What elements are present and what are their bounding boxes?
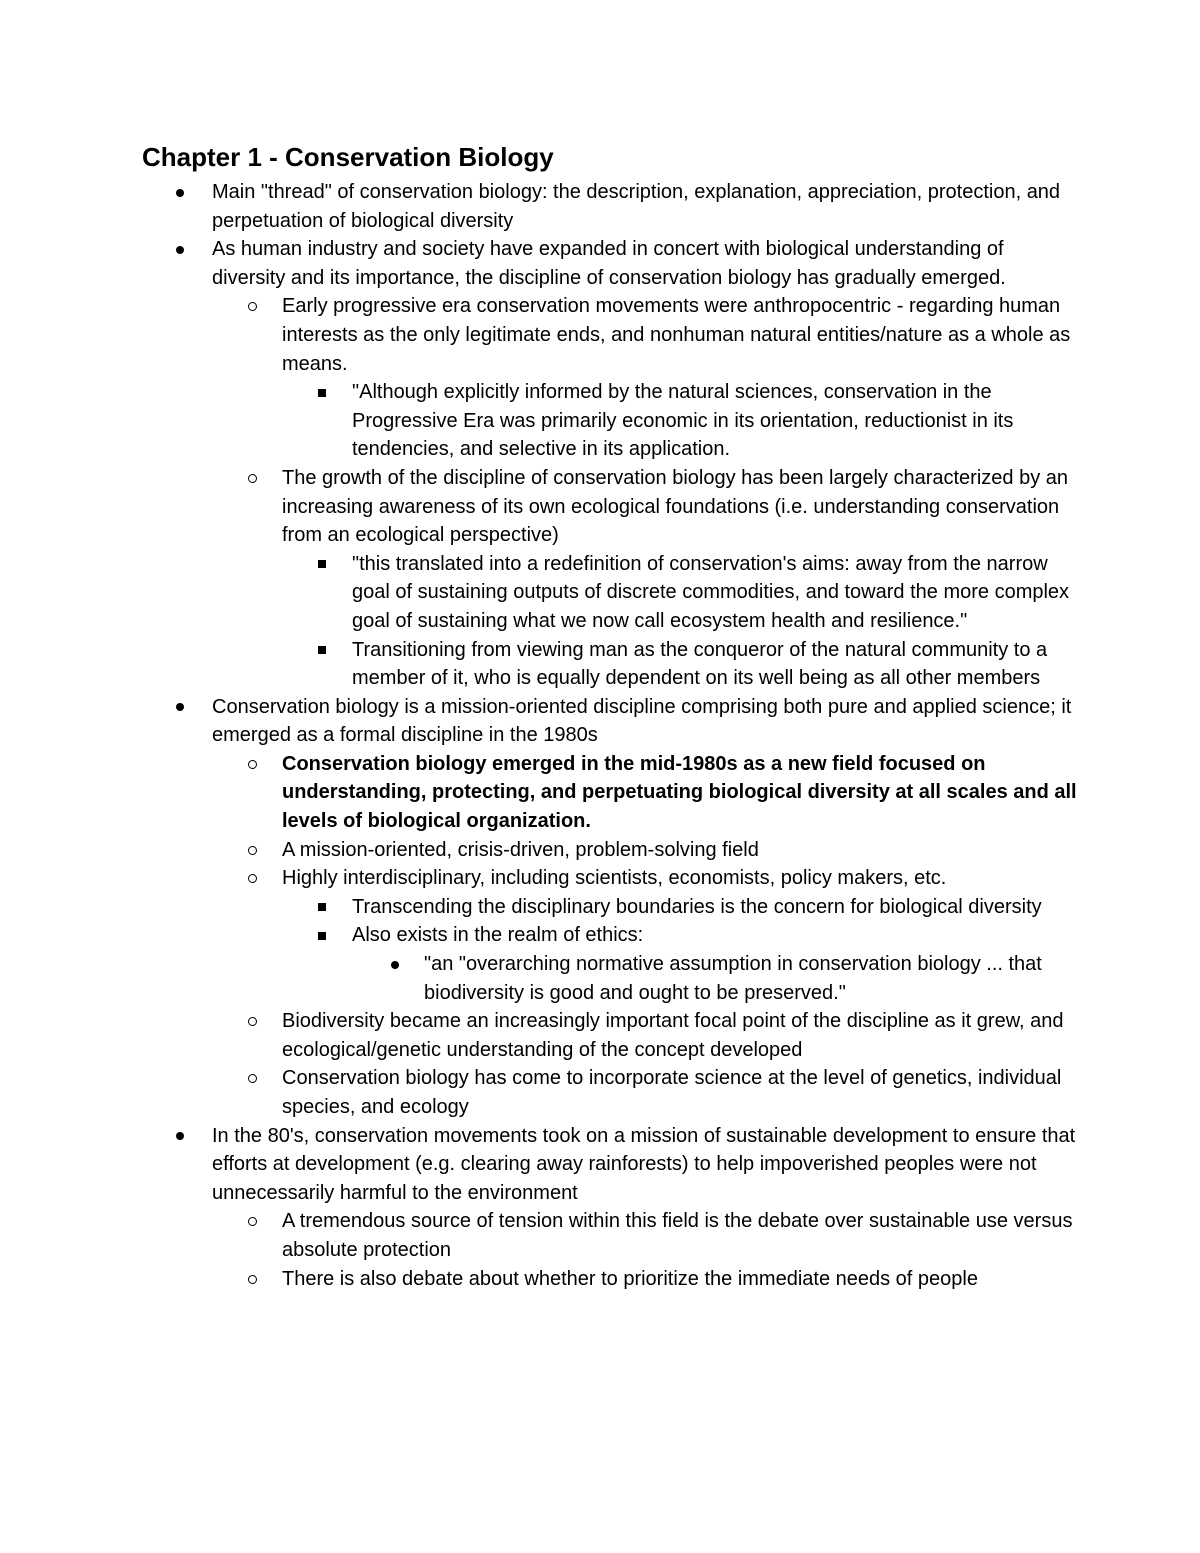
square-bullet-icon bbox=[312, 893, 332, 922]
outline-list bbox=[142, 178, 1082, 1293]
list-item-text: There is also debate about whether to prioritize the immediate needs of people bbox=[282, 1267, 978, 1290]
circle-bullet-icon bbox=[242, 1207, 262, 1236]
list-item-text: Early progressive era conservation movements were anthropocentric - regarding human interests as the only legitimate ends, and nonhuman natural entities/nature as a whole as means. bbox=[282, 295, 1071, 375]
circle-bullet-icon bbox=[242, 750, 262, 779]
circle-bullet-icon bbox=[242, 1007, 262, 1036]
list-item bbox=[142, 1207, 1082, 1264]
list-item-text: A mission-oriented, crisis-driven, problem-solving field bbox=[282, 838, 759, 861]
list-item-text: As human industry and society have expanded in concert with biological understanding of diversity and its importance, the discipline of conservation biology has gradually emerged. bbox=[212, 238, 1006, 289]
disc-bullet-icon bbox=[170, 178, 190, 207]
list-item bbox=[142, 1122, 1082, 1208]
list-item bbox=[142, 1007, 1082, 1064]
list-item bbox=[142, 750, 1082, 836]
circle-bullet-icon bbox=[242, 864, 262, 893]
list-item-text: Transitioning from viewing man as the conqueror of the natural community to a member of it, who is equally dependent on its well being as all other members bbox=[352, 638, 1048, 690]
circle-bullet-icon bbox=[242, 1064, 262, 1093]
list-item-text: A tremendous source of tension within this field is the debate over sustainable use versus absolute protection bbox=[282, 1210, 1073, 1261]
circle-bullet-icon bbox=[242, 292, 262, 321]
square-bullet-icon bbox=[312, 921, 332, 950]
list-item-text: In the 80's, conservation movements took on a mission of sustainable development to ensure that efforts at development (e.g. clearing away rainforests) to help impoverished peoples were not unnecessarily harmful to the environment bbox=[212, 1124, 1076, 1204]
square-bullet-icon bbox=[312, 550, 332, 579]
list-item-text: Biodiversity became an increasingly important focal point of the discipline as it grew, and ecological/genetic understanding of the concept developed bbox=[282, 1010, 1064, 1061]
list-item-text: Conservation biology has come to incorporate science at the level of genetics, individual species, and ecology bbox=[282, 1067, 1062, 1118]
list-item-text: Transcending the disciplinary boundaries is the concern for biological diversity bbox=[352, 895, 1042, 918]
circle-bullet-icon bbox=[242, 464, 262, 493]
list-item bbox=[142, 550, 1082, 636]
list-item-text: "an "overarching normative assumption in conservation biology ... that biodiversity is good and ought to be preserved." bbox=[424, 953, 1042, 1004]
square-bullet-icon bbox=[312, 636, 332, 665]
list-item bbox=[142, 921, 1082, 950]
disc-bullet-icon bbox=[170, 1122, 190, 1151]
circle-bullet-icon bbox=[242, 1265, 262, 1294]
list-item-text: Conservation biology is a mission-oriented discipline comprising both pure and applied science; it emerged as a formal discipline in the 1980s bbox=[212, 695, 1072, 747]
page-title: Chapter 1 - Conservation Biology bbox=[142, 142, 554, 172]
list-item bbox=[142, 636, 1082, 693]
square-bullet-icon bbox=[312, 378, 332, 407]
list-item bbox=[142, 378, 1082, 464]
list-item bbox=[142, 893, 1082, 922]
disc-bullet-icon bbox=[170, 693, 190, 722]
list-item bbox=[142, 178, 1082, 235]
list-item bbox=[142, 836, 1082, 865]
list-item bbox=[142, 950, 1082, 1007]
list-item bbox=[142, 864, 1082, 893]
list-item-text: "Although explicitly informed by the natural sciences, conservation in the Progressive Era was primarily economic in its orientation, reductionist in its tendencies, and selective in its application. bbox=[352, 381, 1014, 461]
list-item-text: Main "thread" of conservation biology: the description, explanation, appreciation, protection, and perpetuation of biological diversity bbox=[212, 181, 1061, 232]
disc-bullet-icon bbox=[170, 235, 190, 264]
list-item bbox=[142, 235, 1082, 292]
list-item-text: Also exists in the realm of ethics: bbox=[352, 924, 644, 947]
list-item-text: Highly interdisciplinary, including scientists, economists, policy makers, etc. bbox=[282, 867, 947, 890]
list-item-text: Conservation biology emerged in the mid-1980s as a new field focused on understanding, protecting, and perpetuating biological diversity at all scales and all levels of biological organization. bbox=[282, 752, 1077, 833]
list-item bbox=[142, 292, 1082, 378]
list-item bbox=[142, 693, 1082, 750]
list-item bbox=[142, 1064, 1082, 1121]
circle-bullet-icon bbox=[242, 836, 262, 865]
list-item bbox=[142, 464, 1082, 550]
disc-bullet-icon bbox=[385, 950, 405, 979]
list-item-text: The growth of the discipline of conservation biology has been largely characterized by an increasing awareness of its own ecological foundations (i.e. understanding conservation from an ecological perspective) bbox=[282, 466, 1069, 547]
list-item-text: "this translated into a redefinition of conservation's aims: away from the narrow goal of sustaining outputs of discrete commodities, and toward the more complex goal of sustaining what we now call ecosystem health and resilience." bbox=[352, 552, 1070, 632]
document-content bbox=[142, 140, 1082, 1293]
list-item bbox=[142, 1265, 1082, 1294]
